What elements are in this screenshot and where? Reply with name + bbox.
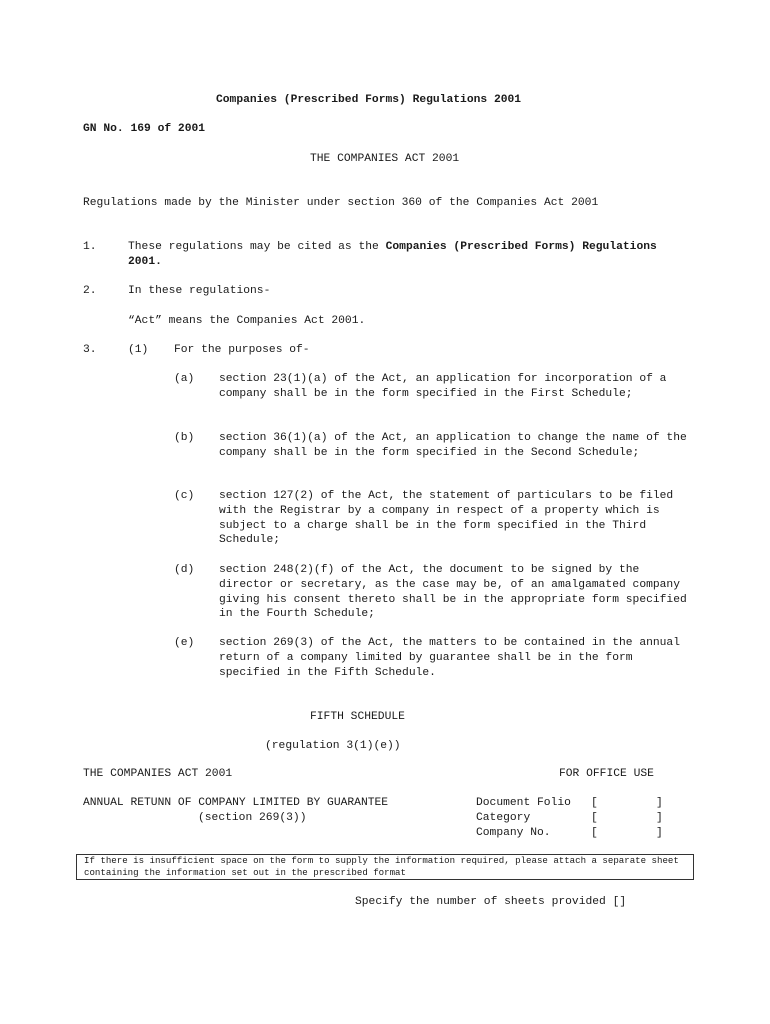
clause-1-number: 1. — [83, 241, 97, 253]
gazette-notice-number: GN No. 169 of 2001 — [83, 123, 206, 135]
item-text: section 36(1)(a) of the Act, an application to change the name of the company shall be in the form specified in the Second Schedule; — [219, 432, 687, 459]
schedule-regulation: (regulation 3(1)(e)) — [265, 740, 401, 752]
clause-2-number: 2. — [83, 285, 97, 297]
office-field-open-bracket: [ — [591, 827, 598, 839]
document-title: Companies (Prescribed Forms) Regulations 2001 — [216, 94, 522, 106]
insufficient-space-notice: If there is insufficient space on the form to supply the information required, please attach a separate sheet containing the information set out in the prescribed format — [76, 854, 694, 880]
clause-1-text — [128, 240, 688, 270]
clause-1-body: These regulations may be cited as the — [128, 241, 386, 253]
clause-3-text: For the purposes of- — [174, 344, 310, 356]
item-label: (c) — [174, 490, 195, 502]
office-field-open-bracket: [ — [591, 812, 598, 824]
clause-2-definition: “Act” means the Companies Act 2001. — [128, 315, 366, 327]
item-label: (d) — [174, 564, 195, 576]
schedule-heading: FIFTH SCHEDULE — [310, 711, 405, 723]
office-field-close-bracket: ] — [656, 827, 663, 839]
return-title: ANNUAL RETUNN OF COMPANY LIMITED BY GUARANTEE — [83, 797, 389, 809]
clause-2-text: In these regulations- — [128, 285, 271, 297]
office-field-close-bracket: ] — [656, 797, 663, 809]
office-field-label: Company No. — [476, 827, 551, 839]
act-heading: THE COMPANIES ACT 2001 — [310, 153, 460, 165]
schedule-act: THE COMPANIES ACT 2001 — [83, 768, 233, 780]
item-text: section 23(1)(a) of the Act, an application for incorporation of a company shall be in the form specified in the First Schedule; — [219, 373, 667, 400]
office-field-open-bracket: [ — [591, 797, 598, 809]
clause-3-number: 3. — [83, 344, 97, 356]
office-field-label: Category — [476, 812, 531, 824]
item-text: section 269(3) of the Act, the matters to be contained in the annual return of a company limited by guarantee shall be in the form specified in the Fifth Schedule. — [219, 637, 680, 679]
item-label: (b) — [174, 432, 195, 444]
office-use-heading: FOR OFFICE USE — [559, 768, 654, 780]
item-text: section 127(2) of the Act, the statement of particulars to be filed with the Registrar by a company in respect of a property which is subject to a charge shall be in the form specified in the Third Schedule; — [219, 490, 674, 547]
office-field-close-bracket: ] — [656, 812, 663, 824]
item-label: (e) — [174, 637, 195, 649]
clause-3-subclause: (1) — [128, 344, 149, 356]
preamble: Regulations made by the Minister under section 360 of the Companies Act 2001 — [83, 197, 599, 209]
clause-1-citation: Companies (Prescribed Forms) Regulations 2001. — [128, 241, 657, 268]
return-section: (section 269(3)) — [198, 812, 307, 824]
office-field-label: Document Folio — [476, 797, 571, 809]
item-label: (a) — [174, 373, 195, 385]
sheets-provided-line: Specify the number of sheets provided [] — [355, 896, 627, 908]
item-text: section 248(2)(f) of the Act, the document to be signed by the director or secretary, as the case may be, of an amalgamated company giving his consent thereto shall be in the appropriate form specified in the Fourth Schedule; — [219, 564, 687, 621]
